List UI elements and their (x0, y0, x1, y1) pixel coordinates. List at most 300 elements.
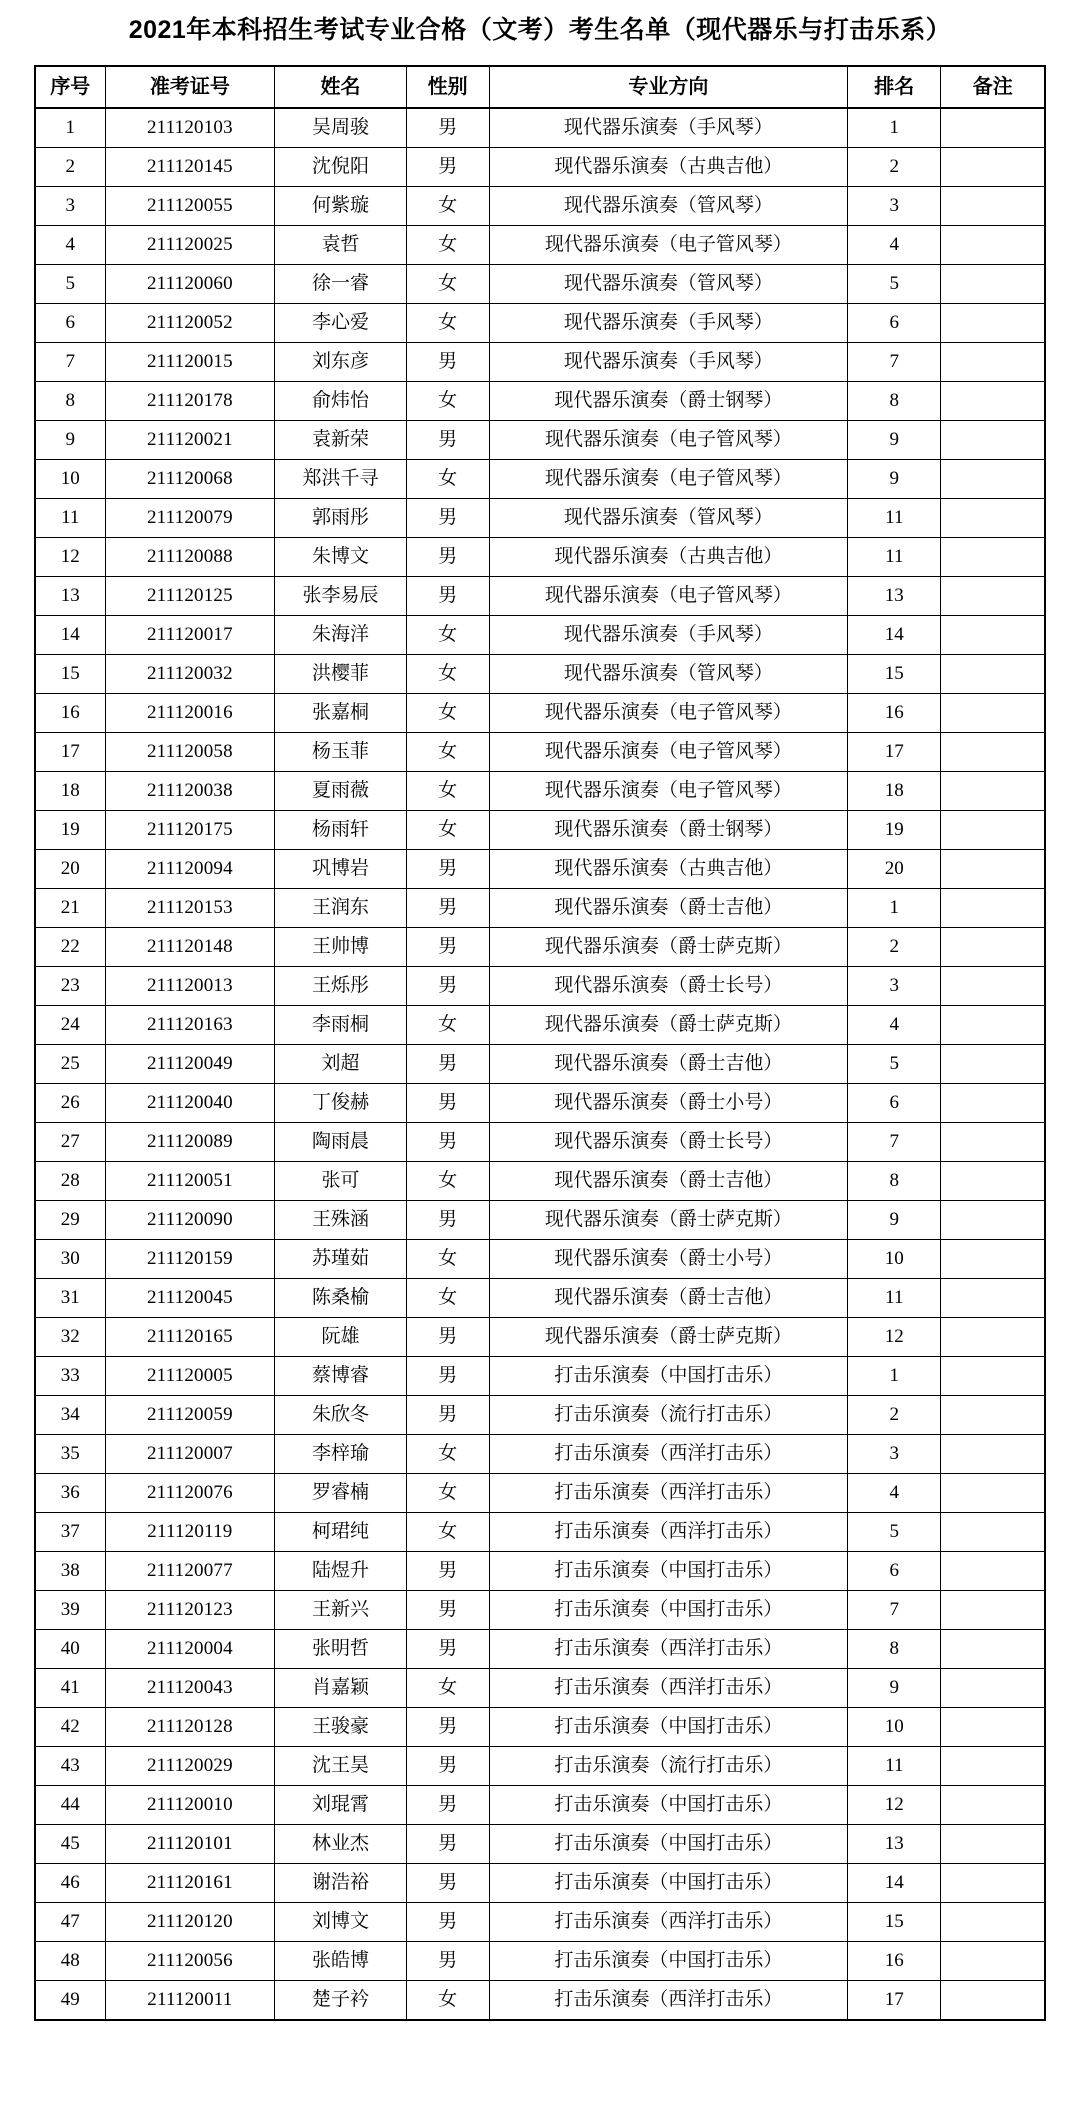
cell-ticket: 211120004 (105, 1630, 275, 1669)
table-row (35, 108, 1045, 148)
cell-major: 现代器乐演奏（爵士萨克斯） (489, 928, 848, 967)
cell-gender: 男 (406, 1942, 489, 1981)
cell-note (941, 343, 1045, 382)
table-row (35, 265, 1045, 304)
cell-rank: 14 (848, 1864, 941, 1903)
cell-major: 现代器乐演奏（古典吉他） (489, 538, 848, 577)
cell-name: 王骏豪 (275, 1708, 407, 1747)
table-row (35, 1669, 1045, 1708)
cell-rank: 7 (848, 1591, 941, 1630)
cell-gender: 男 (406, 538, 489, 577)
cell-seq: 41 (35, 1669, 105, 1708)
table-row (35, 772, 1045, 811)
table-row (35, 1552, 1045, 1591)
cell-major: 现代器乐演奏（电子管风琴） (489, 577, 848, 616)
table-row (35, 850, 1045, 889)
cell-note (941, 1162, 1045, 1201)
cell-ticket: 211120123 (105, 1591, 275, 1630)
cell-ticket: 211120005 (105, 1357, 275, 1396)
table-row (35, 616, 1045, 655)
cell-name: 丁俊赫 (275, 1084, 407, 1123)
table-row (35, 1279, 1045, 1318)
cell-ticket: 211120120 (105, 1903, 275, 1942)
table-row (35, 733, 1045, 772)
cell-major: 打击乐演奏（西洋打击乐） (489, 1669, 848, 1708)
cell-name: 柯珺纯 (275, 1513, 407, 1552)
cell-major: 现代器乐演奏（爵士钢琴） (489, 811, 848, 850)
cell-name: 郑洪千寻 (275, 460, 407, 499)
cell-gender: 女 (406, 1006, 489, 1045)
cell-name: 杨雨轩 (275, 811, 407, 850)
cell-rank: 17 (848, 733, 941, 772)
table-row (35, 1474, 1045, 1513)
table-row (35, 1006, 1045, 1045)
cell-seq: 17 (35, 733, 105, 772)
cell-gender: 男 (406, 1864, 489, 1903)
cell-name: 刘超 (275, 1045, 407, 1084)
cell-rank: 15 (848, 655, 941, 694)
cell-note (941, 772, 1045, 811)
table-row (35, 1630, 1045, 1669)
cell-name: 苏瑾茹 (275, 1240, 407, 1279)
cell-major: 现代器乐演奏（爵士长号） (489, 1123, 848, 1162)
cell-major: 打击乐演奏（中国打击乐） (489, 1552, 848, 1591)
cell-seq: 40 (35, 1630, 105, 1669)
cell-rank: 17 (848, 1981, 941, 2021)
cell-name: 朱博文 (275, 538, 407, 577)
table-row (35, 1825, 1045, 1864)
table-header-row (35, 66, 1045, 108)
cell-major: 现代器乐演奏（管风琴） (489, 655, 848, 694)
cell-rank: 6 (848, 1084, 941, 1123)
cell-seq: 30 (35, 1240, 105, 1279)
cell-ticket: 211120165 (105, 1318, 275, 1357)
cell-rank: 16 (848, 1942, 941, 1981)
cell-seq: 24 (35, 1006, 105, 1045)
cell-note (941, 1240, 1045, 1279)
table-row (35, 1357, 1045, 1396)
cell-note (941, 1279, 1045, 1318)
cell-name: 沈王昊 (275, 1747, 407, 1786)
cell-note (941, 811, 1045, 850)
cell-note (941, 1591, 1045, 1630)
cell-rank: 12 (848, 1786, 941, 1825)
cell-name: 徐一睿 (275, 265, 407, 304)
cell-major: 现代器乐演奏（手风琴） (489, 616, 848, 655)
cell-seq: 13 (35, 577, 105, 616)
cell-rank: 7 (848, 1123, 941, 1162)
cell-ticket: 211120076 (105, 1474, 275, 1513)
cell-ticket: 211120128 (105, 1708, 275, 1747)
table-row (35, 460, 1045, 499)
table-header (35, 66, 1045, 108)
cell-seq: 39 (35, 1591, 105, 1630)
cell-rank: 1 (848, 889, 941, 928)
cell-seq: 49 (35, 1981, 105, 2021)
cell-ticket: 211120060 (105, 265, 275, 304)
cell-note (941, 1318, 1045, 1357)
cell-gender: 男 (406, 928, 489, 967)
cell-seq: 5 (35, 265, 105, 304)
cell-major: 打击乐演奏（西洋打击乐） (489, 1435, 848, 1474)
cell-ticket: 211120090 (105, 1201, 275, 1240)
cell-gender: 女 (406, 733, 489, 772)
cell-note (941, 967, 1045, 1006)
cell-major: 现代器乐演奏（古典吉他） (489, 850, 848, 889)
cell-rank: 8 (848, 1162, 941, 1201)
cell-major: 现代器乐演奏（爵士吉他） (489, 1045, 848, 1084)
cell-seq: 6 (35, 304, 105, 343)
cell-gender: 男 (406, 850, 489, 889)
cell-ticket: 211120049 (105, 1045, 275, 1084)
cell-name: 张明哲 (275, 1630, 407, 1669)
cell-ticket: 211120089 (105, 1123, 275, 1162)
cell-rank: 1 (848, 1357, 941, 1396)
cell-rank: 1 (848, 108, 941, 148)
cell-seq: 22 (35, 928, 105, 967)
cell-name: 陈桑榆 (275, 1279, 407, 1318)
cell-major: 现代器乐演奏（手风琴） (489, 108, 848, 148)
table-row (35, 889, 1045, 928)
column-header-rank: 排名 (848, 66, 941, 108)
cell-seq: 45 (35, 1825, 105, 1864)
cell-rank: 9 (848, 1669, 941, 1708)
cell-name: 张李易辰 (275, 577, 407, 616)
cell-note (941, 538, 1045, 577)
cell-rank: 9 (848, 1201, 941, 1240)
cell-major: 现代器乐演奏（电子管风琴） (489, 226, 848, 265)
cell-name: 沈倪阳 (275, 148, 407, 187)
cell-seq: 25 (35, 1045, 105, 1084)
table-row (35, 655, 1045, 694)
cell-seq: 3 (35, 187, 105, 226)
cell-name: 张可 (275, 1162, 407, 1201)
cell-seq: 44 (35, 1786, 105, 1825)
cell-note (941, 616, 1045, 655)
cell-gender: 女 (406, 811, 489, 850)
cell-major: 打击乐演奏（中国打击乐） (489, 1591, 848, 1630)
table-row (35, 1318, 1045, 1357)
cell-major: 打击乐演奏（中国打击乐） (489, 1825, 848, 1864)
cell-ticket: 211120145 (105, 148, 275, 187)
table-row (35, 226, 1045, 265)
cell-note (941, 733, 1045, 772)
cell-note (941, 1747, 1045, 1786)
cell-rank: 11 (848, 1747, 941, 1786)
cell-note (941, 889, 1045, 928)
cell-major: 现代器乐演奏（管风琴） (489, 265, 848, 304)
cell-gender: 男 (406, 108, 489, 148)
cell-rank: 19 (848, 811, 941, 850)
cell-ticket: 211120119 (105, 1513, 275, 1552)
cell-major: 现代器乐演奏（爵士钢琴） (489, 382, 848, 421)
cell-gender: 男 (406, 1591, 489, 1630)
cell-rank: 14 (848, 616, 941, 655)
cell-name: 杨玉菲 (275, 733, 407, 772)
cell-note (941, 108, 1045, 148)
cell-name: 夏雨薇 (275, 772, 407, 811)
table-row (35, 1123, 1045, 1162)
cell-seq: 14 (35, 616, 105, 655)
cell-note (941, 1084, 1045, 1123)
cell-ticket: 211120015 (105, 343, 275, 382)
cell-rank: 7 (848, 343, 941, 382)
cell-note (941, 187, 1045, 226)
cell-gender: 男 (406, 1318, 489, 1357)
cell-name: 谢浩裕 (275, 1864, 407, 1903)
column-header-name: 姓名 (275, 66, 407, 108)
cell-major: 现代器乐演奏（爵士长号） (489, 967, 848, 1006)
cell-gender: 女 (406, 1279, 489, 1318)
cell-name: 刘琨霄 (275, 1786, 407, 1825)
candidate-roster-table (34, 65, 1046, 2021)
table-row (35, 1903, 1045, 1942)
cell-seq: 16 (35, 694, 105, 733)
cell-note (941, 1669, 1045, 1708)
roster-table-container (0, 43, 1080, 2021)
cell-ticket: 211120010 (105, 1786, 275, 1825)
cell-ticket: 211120088 (105, 538, 275, 577)
cell-ticket: 211120161 (105, 1864, 275, 1903)
cell-gender: 男 (406, 1708, 489, 1747)
cell-ticket: 211120045 (105, 1279, 275, 1318)
cell-seq: 4 (35, 226, 105, 265)
cell-gender: 女 (406, 1474, 489, 1513)
table-row (35, 382, 1045, 421)
cell-ticket: 211120125 (105, 577, 275, 616)
cell-gender: 男 (406, 1084, 489, 1123)
cell-rank: 6 (848, 304, 941, 343)
cell-ticket: 211120032 (105, 655, 275, 694)
cell-note (941, 1201, 1045, 1240)
column-header-major: 专业方向 (489, 66, 848, 108)
cell-rank: 20 (848, 850, 941, 889)
cell-gender: 女 (406, 1162, 489, 1201)
cell-note (941, 694, 1045, 733)
cell-major: 现代器乐演奏（爵士吉他） (489, 1162, 848, 1201)
cell-gender: 女 (406, 1669, 489, 1708)
cell-major: 现代器乐演奏（电子管风琴） (489, 733, 848, 772)
cell-rank: 3 (848, 187, 941, 226)
cell-major: 现代器乐演奏（电子管风琴） (489, 421, 848, 460)
table-row (35, 1942, 1045, 1981)
cell-rank: 11 (848, 499, 941, 538)
cell-seq: 23 (35, 967, 105, 1006)
cell-major: 打击乐演奏（中国打击乐） (489, 1708, 848, 1747)
cell-rank: 16 (848, 694, 941, 733)
cell-rank: 11 (848, 538, 941, 577)
cell-ticket: 211120079 (105, 499, 275, 538)
cell-note (941, 1903, 1045, 1942)
cell-major: 现代器乐演奏（古典吉他） (489, 148, 848, 187)
column-header-gender: 性别 (406, 66, 489, 108)
cell-gender: 女 (406, 1981, 489, 2021)
cell-seq: 35 (35, 1435, 105, 1474)
cell-ticket: 211120159 (105, 1240, 275, 1279)
table-row (35, 928, 1045, 967)
cell-note (941, 1708, 1045, 1747)
cell-note (941, 1123, 1045, 1162)
cell-note (941, 421, 1045, 460)
cell-gender: 女 (406, 655, 489, 694)
cell-name: 陆煜升 (275, 1552, 407, 1591)
cell-gender: 女 (406, 460, 489, 499)
table-row (35, 1084, 1045, 1123)
cell-gender: 男 (406, 1396, 489, 1435)
cell-name: 巩博岩 (275, 850, 407, 889)
table-row (35, 187, 1045, 226)
cell-seq: 15 (35, 655, 105, 694)
cell-ticket: 211120025 (105, 226, 275, 265)
cell-ticket: 211120077 (105, 1552, 275, 1591)
cell-major: 现代器乐演奏（爵士小号） (489, 1240, 848, 1279)
table-row (35, 499, 1045, 538)
cell-rank: 10 (848, 1240, 941, 1279)
cell-rank: 8 (848, 382, 941, 421)
cell-name: 袁哲 (275, 226, 407, 265)
table-row (35, 1864, 1045, 1903)
cell-rank: 13 (848, 1825, 941, 1864)
cell-note (941, 1396, 1045, 1435)
cell-note (941, 928, 1045, 967)
cell-rank: 3 (848, 967, 941, 1006)
cell-ticket: 211120163 (105, 1006, 275, 1045)
cell-name: 楚子衿 (275, 1981, 407, 2021)
cell-seq: 1 (35, 108, 105, 148)
cell-note (941, 655, 1045, 694)
cell-rank: 4 (848, 226, 941, 265)
cell-gender: 女 (406, 187, 489, 226)
cell-name: 王帅博 (275, 928, 407, 967)
cell-rank: 9 (848, 421, 941, 460)
cell-major: 打击乐演奏（西洋打击乐） (489, 1981, 848, 2021)
cell-major: 打击乐演奏（中国打击乐） (489, 1357, 848, 1396)
table-row (35, 1162, 1045, 1201)
cell-major: 现代器乐演奏（电子管风琴） (489, 772, 848, 811)
cell-seq: 20 (35, 850, 105, 889)
cell-note (941, 1864, 1045, 1903)
table-row (35, 1201, 1045, 1240)
cell-name: 罗睿楠 (275, 1474, 407, 1513)
cell-note (941, 1357, 1045, 1396)
column-header-seq: 序号 (35, 66, 105, 108)
cell-rank: 5 (848, 1045, 941, 1084)
cell-name: 林业杰 (275, 1825, 407, 1864)
cell-gender: 男 (406, 1825, 489, 1864)
cell-seq: 28 (35, 1162, 105, 1201)
cell-note (941, 1630, 1045, 1669)
cell-rank: 5 (848, 1513, 941, 1552)
cell-major: 现代器乐演奏（爵士吉他） (489, 889, 848, 928)
cell-ticket: 211120043 (105, 1669, 275, 1708)
table-row (35, 1513, 1045, 1552)
table-row (35, 1591, 1045, 1630)
cell-gender: 男 (406, 148, 489, 187)
cell-rank: 18 (848, 772, 941, 811)
table-row (35, 304, 1045, 343)
cell-seq: 11 (35, 499, 105, 538)
cell-name: 阮雄 (275, 1318, 407, 1357)
cell-gender: 男 (406, 1045, 489, 1084)
cell-major: 打击乐演奏（西洋打击乐） (489, 1474, 848, 1513)
cell-note (941, 304, 1045, 343)
cell-seq: 12 (35, 538, 105, 577)
cell-seq: 19 (35, 811, 105, 850)
cell-seq: 42 (35, 1708, 105, 1747)
cell-name: 张皓博 (275, 1942, 407, 1981)
cell-gender: 女 (406, 1435, 489, 1474)
cell-seq: 36 (35, 1474, 105, 1513)
cell-ticket: 211120068 (105, 460, 275, 499)
cell-seq: 26 (35, 1084, 105, 1123)
cell-name: 刘东彦 (275, 343, 407, 382)
cell-major: 现代器乐演奏（手风琴） (489, 304, 848, 343)
table-row (35, 1747, 1045, 1786)
table-row (35, 1786, 1045, 1825)
cell-ticket: 211120051 (105, 1162, 275, 1201)
cell-major: 现代器乐演奏（爵士萨克斯） (489, 1201, 848, 1240)
table-row (35, 148, 1045, 187)
cell-ticket: 211120029 (105, 1747, 275, 1786)
cell-gender: 男 (406, 499, 489, 538)
cell-ticket: 211120178 (105, 382, 275, 421)
cell-note (941, 1006, 1045, 1045)
cell-ticket: 211120175 (105, 811, 275, 850)
cell-gender: 男 (406, 577, 489, 616)
cell-gender: 女 (406, 265, 489, 304)
cell-gender: 女 (406, 382, 489, 421)
table-row (35, 1045, 1045, 1084)
cell-gender: 女 (406, 1513, 489, 1552)
cell-gender: 男 (406, 1903, 489, 1942)
cell-major: 现代器乐演奏（管风琴） (489, 187, 848, 226)
cell-ticket: 211120059 (105, 1396, 275, 1435)
cell-seq: 31 (35, 1279, 105, 1318)
cell-name: 俞炜怡 (275, 382, 407, 421)
cell-rank: 13 (848, 577, 941, 616)
cell-major: 打击乐演奏（流行打击乐） (489, 1747, 848, 1786)
cell-rank: 9 (848, 460, 941, 499)
cell-rank: 11 (848, 1279, 941, 1318)
cell-name: 洪樱菲 (275, 655, 407, 694)
cell-rank: 6 (848, 1552, 941, 1591)
table-row (35, 1435, 1045, 1474)
cell-gender: 男 (406, 1552, 489, 1591)
table-row (35, 577, 1045, 616)
cell-seq: 2 (35, 148, 105, 187)
column-header-note: 备注 (941, 66, 1045, 108)
cell-seq: 37 (35, 1513, 105, 1552)
cell-gender: 男 (406, 1630, 489, 1669)
cell-gender: 女 (406, 694, 489, 733)
column-header-ticket: 准考证号 (105, 66, 275, 108)
cell-note (941, 1474, 1045, 1513)
cell-rank: 10 (848, 1708, 941, 1747)
cell-rank: 12 (848, 1318, 941, 1357)
cell-gender: 男 (406, 343, 489, 382)
cell-note (941, 1786, 1045, 1825)
cell-ticket: 211120148 (105, 928, 275, 967)
cell-name: 蔡博睿 (275, 1357, 407, 1396)
cell-seq: 10 (35, 460, 105, 499)
cell-rank: 2 (848, 1396, 941, 1435)
cell-name: 李雨桐 (275, 1006, 407, 1045)
cell-name: 何紫璇 (275, 187, 407, 226)
cell-note (941, 226, 1045, 265)
cell-name: 吴周骏 (275, 108, 407, 148)
cell-seq: 29 (35, 1201, 105, 1240)
cell-seq: 32 (35, 1318, 105, 1357)
